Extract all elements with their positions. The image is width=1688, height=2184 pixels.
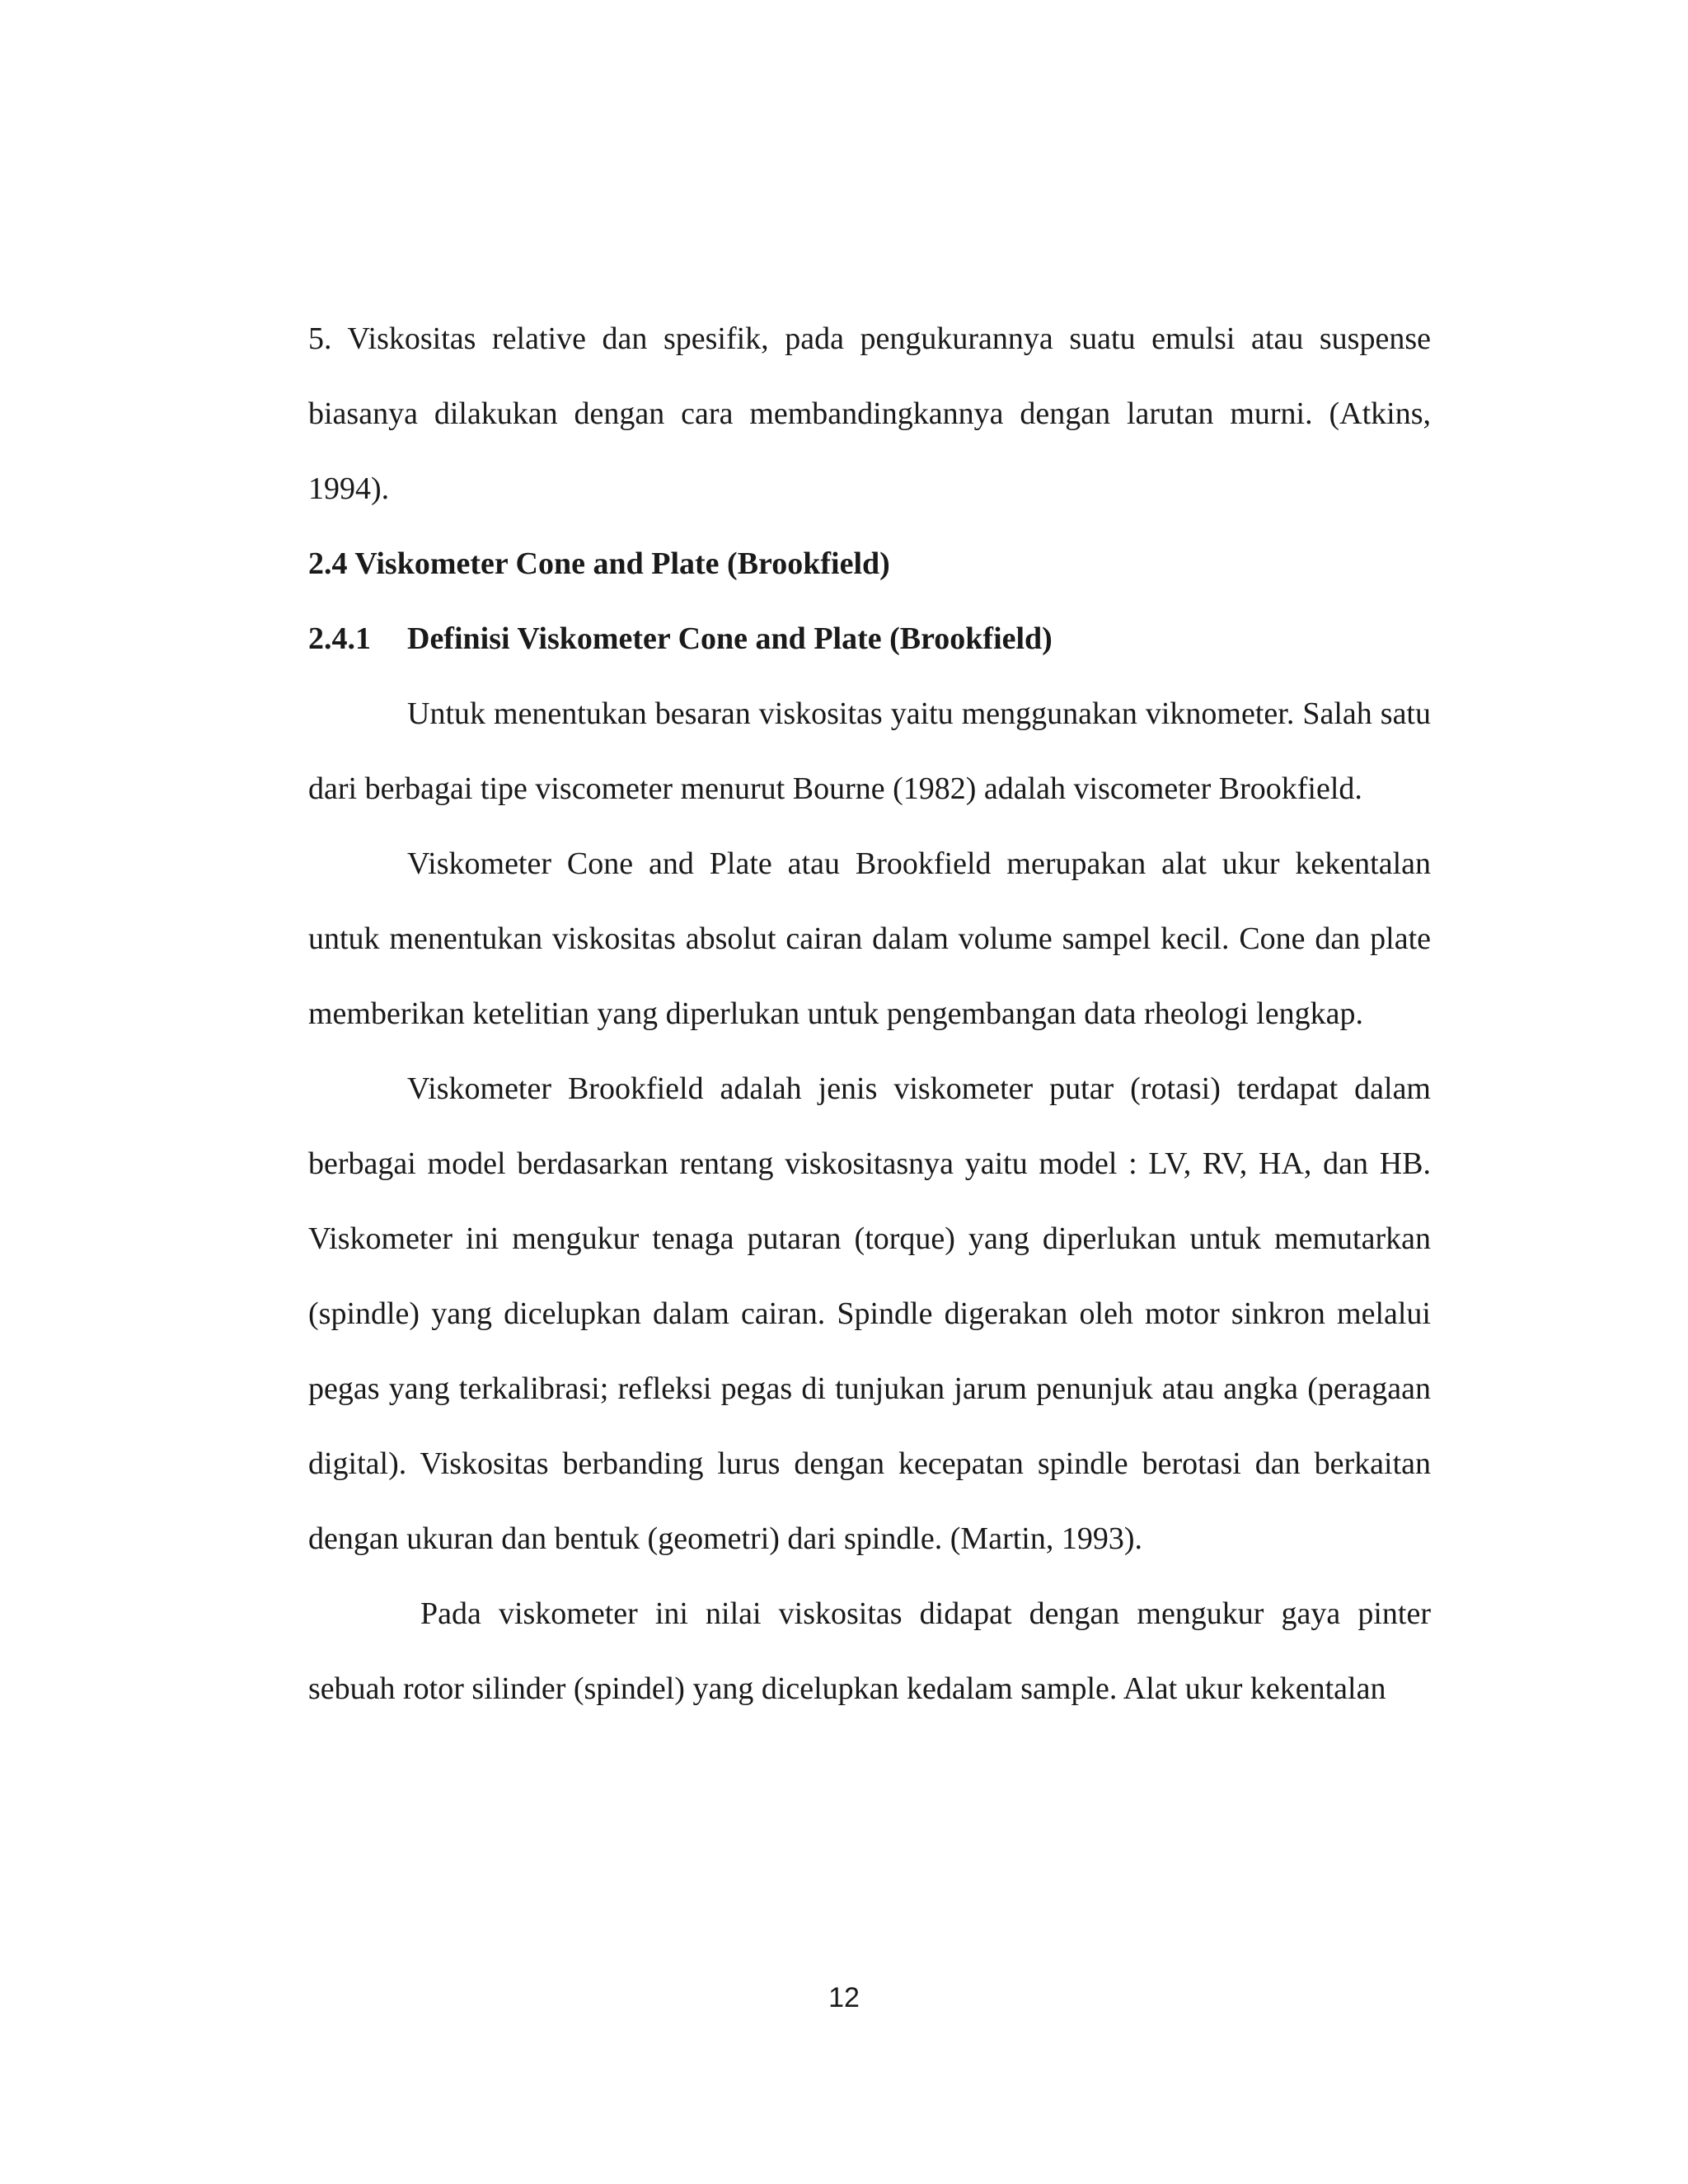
subsection-title: Definisi Viskometer Cone and Plate (Brookfield) xyxy=(407,621,1053,656)
paragraph-viskositas-relative: 5. Viskositas relative dan spesifik, pada pengukurannya suatu emulsi atau suspense biasanya dilakukan dengan cara membandingkannya dengan larutan murni. (Atkins, 1994). xyxy=(308,321,1431,506)
page-number: 12 xyxy=(828,1982,860,2013)
subsection-heading xyxy=(308,602,1431,677)
paragraph-menentukan-viskositas: Untuk menentukan besaran viskositas yaitu menggunakan viknometer. Salah satu dari berbagai tipe viscometer menurut Bourne (1982) adalah viscometer Brookfield. xyxy=(308,696,1431,806)
subsection-number: 2.4.1 xyxy=(308,621,371,656)
paragraph-nilai-viskositas: Pada viskometer ini nilai viskositas didapat dengan mengukur gaya pinter sebuah rotor silinder (spindel) yang dicelupkan kedalam sample. Alat ukur kekentalan xyxy=(308,1596,1431,1706)
document-body xyxy=(308,302,1431,1727)
section-heading: 2.4 Viskometer Cone and Plate (Brookfield) xyxy=(308,546,890,581)
paragraph-cone-and-plate: Viskometer Cone and Plate atau Brookfield merupakan alat ukur kekentalan untuk menentukan viskositas absolut cairan dalam volume sampel kecil. Cone dan plate memberikan ketelitian yang diperlukan untuk pengembangan data rheologi lengkap. xyxy=(308,846,1431,1031)
paragraph-brookfield-rotasi: Viskometer Brookfield adalah jenis viskometer putar (rotasi) terdapat dalam berbagai model berdasarkan rentang viskositasnya yaitu model : LV, RV, HA, dan HB. Viskometer ini mengukur tenaga putaran (torque) yang diperlukan untuk memutarkan (spindle) yang dicelupkan dalam cairan. Spindle digerakan oleh motor sinkron melalui pegas yang terkalibrasi; refleksi pegas di tunjukan jarum penunjuk atau angka (peragaan digital). Viskositas berbanding lurus dengan kecepatan spindle berotasi dan berkaitan dengan ukuran dan bentuk (geometri) dari spindle. (Martin, 1993). xyxy=(308,1071,1431,1556)
